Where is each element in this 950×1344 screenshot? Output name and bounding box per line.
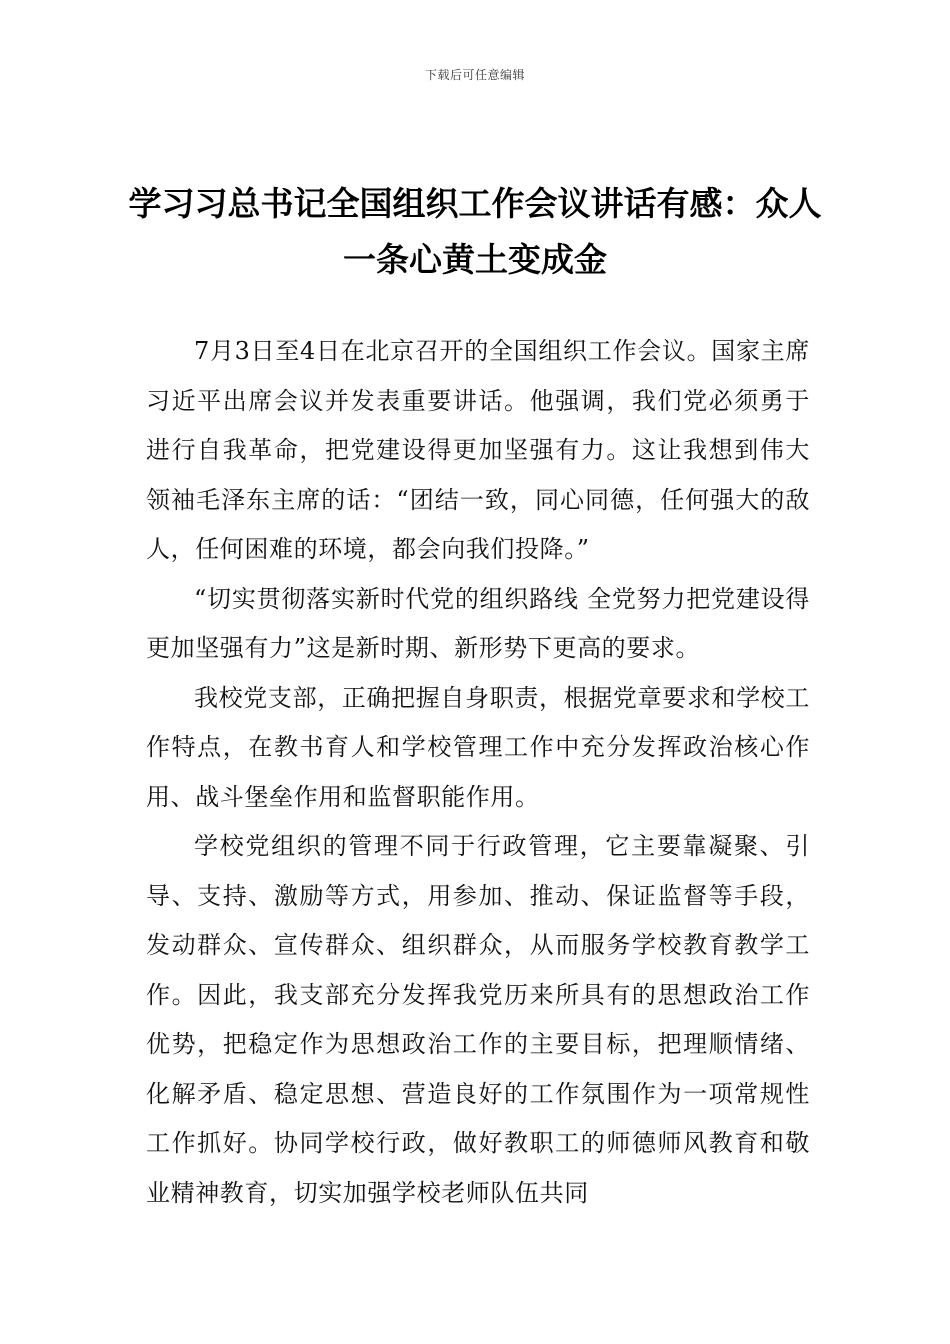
paragraph-1: 7月3日至4日在北京召开的全国组织工作会议。国家主席习近平出席会议并发表重要讲话。他强调，我们党必须勇于进行自我革命，把党建设得更加坚强有力。这让我想到伟大领袖毛泽东主席的话：“团结一致，同心同德，任何强大的敌人，任何困难的环境，都会向我们投降。” <box>146 337 810 563</box>
paragraph-4: 学校党组织的管理不同于行政管理，它主要靠凝聚、引导、支持、激励等方式，用参加、推动、保证监督等手段，发动群众、宣传群众、组织群众，从而服务学校教育教学工作。因此，我支部充分发挥我党历来所具有的思想政治工作优势，把稳定作为思想政治工作的主要目标，把理顺情绪、化解矛盾、稳定思想、营造良好的工作氛围作为一项常规性工作抓好。协同学校行政，做好教职工的师德师风教育和敬业精神教育，切实加强学校老师队伍共同 <box>146 832 810 1207</box>
header-note: 下载后可任意编辑 <box>424 68 525 82</box>
document-title: 学习习总书记全国组织工作会议讲话有感：众人一条心黄土变成金 <box>128 184 822 279</box>
paragraph-3: 我校党支部，正确把握自身职责，根据党章要求和学校工作特点，在教书育人和学校管理工作中充分发挥政治核心作用、战斗堡垒作用和监督职能作用。 <box>146 683 810 811</box>
paragraph-2: “切实贯彻落实新时代党的组织路线 全党努力把党建设得更加坚强有力”这是新时期、新形势下更高的要求。 <box>146 584 810 662</box>
document-body <box>146 327 810 1218</box>
